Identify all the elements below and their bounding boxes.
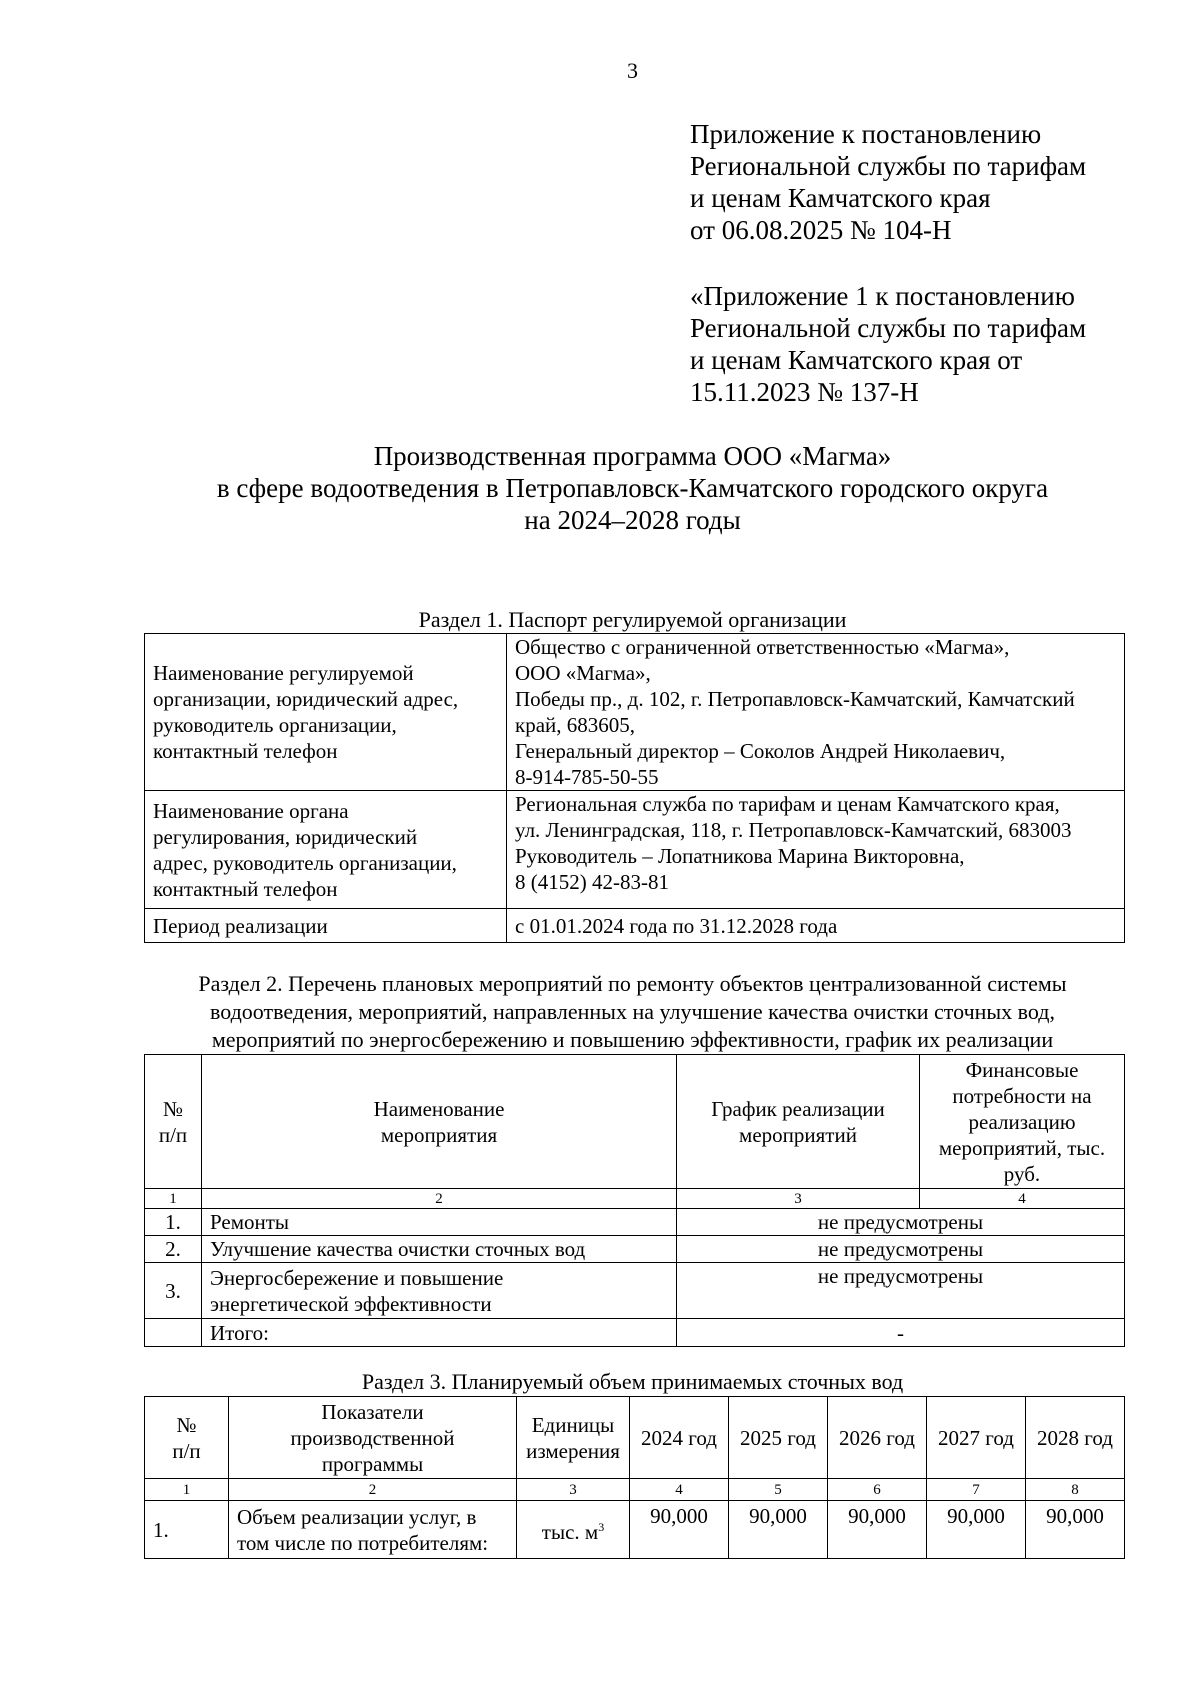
header-name bbox=[202, 1055, 677, 1189]
value-2024: 90,000 bbox=[630, 1501, 729, 1559]
section3-caption bbox=[0, 1368, 1200, 1396]
table-header-row bbox=[145, 1397, 1125, 1479]
column-number: 3 bbox=[517, 1479, 630, 1501]
passport-value-cell bbox=[507, 791, 1125, 909]
cell-line: Объем реализации услуг, в bbox=[237, 1504, 477, 1529]
passport-value-cell bbox=[507, 634, 1125, 791]
row-number: 3. bbox=[145, 1263, 202, 1319]
cell-line: контактный телефон bbox=[153, 739, 338, 763]
table-row bbox=[145, 791, 1125, 909]
cell-line: Показатели bbox=[321, 1399, 424, 1424]
measure-status: не предусмотрены bbox=[677, 1236, 1125, 1263]
title-line: в сфере водоотведения в Петропавловск-Камчатского городского округа bbox=[216, 473, 1049, 503]
measures-table bbox=[144, 1054, 1125, 1347]
unit-cell bbox=[517, 1501, 630, 1559]
column-number: 4 bbox=[630, 1479, 729, 1501]
title-line: на 2024–2028 годы bbox=[524, 505, 741, 535]
cell-line: График реализации bbox=[711, 1096, 885, 1121]
cell-line: Генеральный директор – Соколов Андрей Николаевич, bbox=[515, 739, 1006, 763]
cell-line: с 01.01.2024 года по 31.12.2028 года bbox=[515, 913, 838, 938]
measure-status: не предусмотрены bbox=[677, 1209, 1125, 1236]
column-number: 1 bbox=[145, 1189, 202, 1209]
header-units bbox=[517, 1397, 630, 1479]
value-2028: 90,000 bbox=[1026, 1501, 1125, 1559]
appendix-line: Приложение к постановлению bbox=[690, 119, 1042, 149]
column-number: 3 bbox=[677, 1189, 920, 1209]
appendix-line: от 06.08.2025 № 104-Н bbox=[690, 215, 952, 245]
row-number: 2. bbox=[145, 1236, 202, 1263]
title-line: Производственная программа ООО «Магма» bbox=[373, 441, 892, 471]
cell-line: производственной bbox=[290, 1425, 455, 1450]
measure-name bbox=[202, 1263, 677, 1319]
table-row bbox=[145, 634, 1125, 791]
column-number: 5 bbox=[729, 1479, 828, 1501]
caption-line: мероприятий по энергосбережению и повышению эффективности, график их реализации bbox=[211, 1027, 1054, 1052]
total-value: - bbox=[677, 1319, 1125, 1347]
cell-line: Наименование органа bbox=[153, 798, 349, 823]
total-label: Итого: bbox=[202, 1319, 677, 1347]
table-row bbox=[145, 909, 1125, 943]
cell-line: Общество с ограниченной ответственностью «Магма», bbox=[515, 635, 1010, 659]
table-header-row bbox=[145, 1055, 1125, 1189]
passport-label-cell bbox=[145, 791, 507, 909]
passport-table bbox=[144, 633, 1125, 943]
header-year: 2025 год bbox=[729, 1397, 828, 1479]
appendix-line: 15.11.2023 № 137-Н bbox=[690, 377, 919, 407]
caption-line: водоотведения, мероприятий, направленных на улучшение качества очистки сточных вод, bbox=[210, 999, 1055, 1024]
column-number: 2 bbox=[229, 1479, 517, 1501]
cell-line: руководитель организации, bbox=[153, 713, 397, 737]
cell-line: Энергосбережение и повышение bbox=[210, 1265, 504, 1290]
original-appendix-reference bbox=[690, 280, 1086, 408]
cell-line: Руководитель – Лопатникова Марина Викторовна, bbox=[515, 844, 965, 868]
table-total-row bbox=[145, 1319, 1125, 1347]
cell-line: ул. Ленинградская, 118, г. Петропавловск-Камчатский, 683003 bbox=[515, 818, 1072, 842]
passport-label-cell bbox=[145, 909, 507, 943]
cell-line: адрес, руководитель организации, bbox=[153, 850, 457, 875]
value-2027: 90,000 bbox=[927, 1501, 1026, 1559]
value-2026: 90,000 bbox=[828, 1501, 927, 1559]
appendix-line: и ценам Камчатского края от bbox=[690, 345, 1023, 375]
cell-line: Единицы bbox=[531, 1412, 615, 1437]
header-indicator bbox=[229, 1397, 517, 1479]
cell-line: Наименование bbox=[373, 1096, 505, 1121]
volume-table bbox=[144, 1396, 1125, 1559]
cell-line: № bbox=[162, 1096, 184, 1121]
cell-line: регулирования, юридический bbox=[153, 824, 418, 849]
appendix-reference bbox=[690, 118, 1086, 246]
value-2025: 90,000 bbox=[729, 1501, 828, 1559]
table-row bbox=[145, 1236, 1125, 1263]
page-number: 3 bbox=[627, 58, 638, 83]
section3-caption-text: Раздел 3. Планируемый объем принимаемых сточных вод bbox=[361, 1369, 904, 1394]
cell-line: организации, юридический адрес, bbox=[153, 687, 459, 711]
appendix-line: «Приложение 1 к постановлению bbox=[690, 281, 1075, 311]
appendix-line: Региональной службы по тарифам bbox=[690, 313, 1087, 343]
column-number: 7 bbox=[927, 1479, 1026, 1501]
header-year: 2026 год bbox=[828, 1397, 927, 1479]
indicator-name bbox=[229, 1501, 517, 1559]
cell-line: контактный телефон bbox=[153, 876, 338, 901]
cell-line: Улучшение качества очистки сточных вод bbox=[210, 1237, 586, 1261]
cell-line: потребности на bbox=[952, 1083, 1092, 1108]
header-num bbox=[145, 1055, 202, 1189]
caption-line: Раздел 2. Перечень плановых мероприятий по ремонту объектов централизованной системы bbox=[198, 971, 1067, 996]
cell-line: край, 683605, bbox=[515, 713, 636, 737]
cell-line: измерения bbox=[526, 1438, 620, 1463]
cell-line: руб. bbox=[1003, 1161, 1041, 1186]
header-year: 2028 год bbox=[1026, 1397, 1125, 1479]
unit-text: тыс. м bbox=[541, 1520, 599, 1544]
column-number-row bbox=[145, 1189, 1125, 1209]
cell-line: Наименование регулируемой bbox=[153, 661, 414, 685]
column-number: 8 bbox=[1026, 1479, 1125, 1501]
cell-line: программы bbox=[321, 1451, 424, 1476]
row-number: 1. bbox=[145, 1501, 229, 1559]
cell-line: Ремонты bbox=[210, 1210, 290, 1234]
document-title bbox=[0, 440, 1200, 536]
cell-line: мероприятий, тыс. bbox=[938, 1135, 1106, 1160]
cell-line: мероприятий bbox=[739, 1122, 857, 1147]
appendix-line: Региональной службы по тарифам bbox=[690, 151, 1087, 181]
unit-superscript: 3 bbox=[598, 1520, 605, 1534]
header-schedule bbox=[677, 1055, 920, 1189]
column-number: 4 bbox=[920, 1189, 1125, 1209]
table-row bbox=[145, 1263, 1125, 1319]
table-row bbox=[145, 1501, 1125, 1559]
cell-line: Период реализации bbox=[153, 913, 328, 938]
cell-line: п/п bbox=[172, 1438, 201, 1463]
cell-line: мероприятия bbox=[380, 1122, 498, 1147]
appendix-line: и ценам Камчатского края bbox=[690, 183, 991, 213]
cell-line: энергетической эффективности bbox=[210, 1291, 492, 1316]
cell-line: том числе по потребителям: bbox=[237, 1530, 489, 1555]
cell-line: 8 (4152) 42-83-81 bbox=[515, 870, 669, 894]
cell-line: Региональная служба по тарифам и ценам Камчатского края, bbox=[515, 792, 1060, 816]
section1-caption bbox=[0, 606, 1200, 634]
table-row bbox=[145, 1209, 1125, 1236]
column-number-row bbox=[145, 1479, 1125, 1501]
cell-line: № bbox=[176, 1412, 197, 1437]
column-number: 1 bbox=[145, 1479, 229, 1501]
column-number: 2 bbox=[202, 1189, 677, 1209]
cell-line: Финансовые bbox=[965, 1057, 1079, 1082]
passport-value-cell bbox=[507, 909, 1125, 943]
measure-name bbox=[202, 1209, 677, 1236]
cell-line: 8-914-785-50-55 bbox=[515, 765, 659, 789]
header-num bbox=[145, 1397, 229, 1479]
cell-line: Победы пр., д. 102, г. Петропавловск-Камчатский, Камчатский bbox=[515, 687, 1075, 711]
column-number: 6 bbox=[828, 1479, 927, 1501]
cell-line: п/п bbox=[158, 1122, 188, 1147]
measure-name bbox=[202, 1236, 677, 1263]
section2-caption bbox=[0, 970, 1200, 1054]
passport-label-cell bbox=[145, 634, 507, 791]
row-number: 1. bbox=[145, 1209, 202, 1236]
measure-status: не предусмотрены bbox=[677, 1263, 1125, 1319]
cell-line: ООО «Магма», bbox=[515, 661, 651, 685]
header-year: 2024 год bbox=[630, 1397, 729, 1479]
header-year: 2027 год bbox=[927, 1397, 1026, 1479]
cell-line: реализацию bbox=[968, 1109, 1076, 1134]
header-finance bbox=[920, 1055, 1125, 1189]
section1-caption-text: Раздел 1. Паспорт регулируемой организации bbox=[418, 607, 847, 632]
empty-cell bbox=[145, 1319, 202, 1347]
